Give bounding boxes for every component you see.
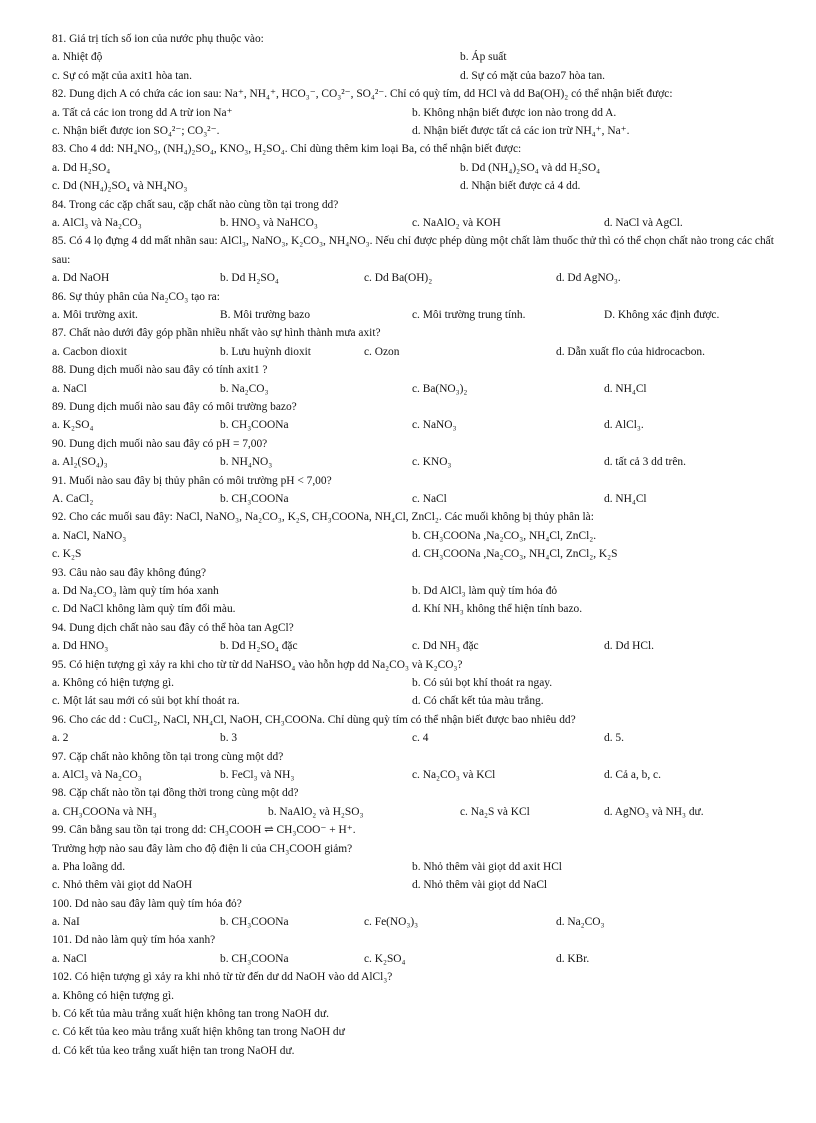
answer-option: d. CH₃COONa ,Na₂CO₃, NH₄Cl, ZnCl₂, K₂S bbox=[412, 548, 618, 561]
answer-option: c. NaAlO₂ và KOH bbox=[412, 216, 501, 229]
answer-row bbox=[52, 803, 792, 821]
answer-option: a. Dd Na₂CO₃ làm quỳ tím hóa xanh bbox=[52, 584, 219, 597]
question-text: 92. Cho các muối sau đây: NaCl, NaNO₃, Na₂CO₃, K₂S, CH₃COONa, NH₄Cl, ZnCl₂. Các muối không bị thủy phân là: bbox=[52, 511, 594, 524]
answer-option: b. Dd H₂SO₄ đặc bbox=[220, 640, 298, 653]
answer-option: b. CH₃COONa bbox=[220, 492, 289, 505]
answer-option: d. Dd HCl. bbox=[604, 640, 654, 653]
answer-option: a. Dd H₂SO₄ bbox=[52, 161, 111, 174]
answer-row bbox=[52, 950, 792, 968]
answer-row bbox=[52, 306, 792, 324]
question-text: 98. Cặp chất nào tồn tại đồng thời trong cùng một dd? bbox=[52, 787, 299, 800]
answer-option: b. NH₄NO₃ bbox=[220, 456, 273, 469]
answer-option: c. Fe(NO₃)₃ bbox=[364, 916, 419, 929]
answer-option: b. Có sủi bọt khí thoát ra ngay. bbox=[412, 676, 553, 689]
answer-option: d. AlCl₃. bbox=[604, 419, 644, 432]
answer-option: b. CH₃COONa ,Na₂CO₃, NH₄Cl, ZnCl₂. bbox=[412, 529, 597, 542]
question-text: 91. Muối nào sau đây bị thủy phân có môi trường pH < 7,00? bbox=[52, 474, 332, 487]
answer-option: c. NaNO₃ bbox=[412, 419, 457, 432]
answer-option: a. NaCl bbox=[52, 952, 87, 965]
answer-option: d. Có kết tủa keo trắng xuất hiện tan trong NaOH dư. bbox=[52, 1044, 295, 1057]
answer-option: d. Nhỏ thêm vài giọt dd NaCl bbox=[412, 879, 548, 892]
answer-option: a. Cacbon dioxit bbox=[52, 345, 127, 358]
answer-row bbox=[52, 380, 792, 398]
answer-option: b. CH₃COONa bbox=[220, 916, 289, 929]
answer-option: a. Nhiệt độ bbox=[52, 51, 103, 64]
answer-row bbox=[52, 48, 792, 66]
answer-option: d. 5. bbox=[604, 732, 624, 745]
answer-row bbox=[52, 674, 792, 692]
answer-option: c. Sự có mặt của axit1 hòa tan. bbox=[52, 69, 192, 82]
answer-option: d. KBr. bbox=[556, 952, 590, 965]
answer-row bbox=[52, 214, 792, 232]
answer-option: d. NH₄Cl bbox=[604, 382, 647, 395]
answer-row bbox=[52, 527, 792, 545]
answer-option: B. Môi trường bazo bbox=[220, 308, 311, 321]
question-text: 101. Dd nào làm quỳ tím hóa xanh? bbox=[52, 934, 216, 947]
answer-option: a. Không có hiện tượng gì. bbox=[52, 676, 174, 689]
answer-option: b. CH₃COONa bbox=[220, 419, 289, 432]
question-text: 87. Chất nào dưới đây góp phần nhiều nhất vào sự hình thành mưa axit? bbox=[52, 327, 381, 340]
answer-row bbox=[52, 1005, 792, 1023]
answer-row bbox=[52, 177, 792, 195]
answer-row bbox=[52, 729, 792, 747]
question-text: 96. Cho các dd : CuCl₂, NaCl, NH₄Cl, NaOH, CH₃COONa. Chỉ dùng quỳ tím có thể nhận biết được bao nhiêu dd? bbox=[52, 713, 576, 726]
answer-option: b. Na₂CO₃ bbox=[220, 382, 269, 395]
answer-row bbox=[52, 876, 792, 894]
answer-option: c. Có kết tủa keo màu trắng xuất hiện không tan trong NaOH dư bbox=[52, 1026, 345, 1039]
answer-option: b. Dd AlCl₃ làm quỳ tím hóa đỏ bbox=[412, 584, 558, 597]
answer-option: d. Dẫn xuất flo của hidrocacbon. bbox=[556, 345, 705, 358]
answer-option: d. NaCl và AgCl. bbox=[604, 216, 683, 229]
answer-option: c. 4 bbox=[412, 732, 429, 745]
answer-row bbox=[52, 104, 792, 122]
answer-row bbox=[52, 600, 792, 618]
answer-option: a. AlCl₃ và Na₂CO₃ bbox=[52, 768, 142, 781]
answer-option: c. K₂SO₄ bbox=[364, 952, 406, 965]
answer-option: D. Không xác định được. bbox=[604, 308, 720, 321]
answer-row bbox=[52, 987, 792, 1005]
answer-option: c. Dd (NH₄)₂SO₄ và NH₄NO₃ bbox=[52, 180, 188, 193]
answer-option: d. Dd AgNO₃. bbox=[556, 272, 621, 285]
question-text: 90. Dung dịch muối nào sau đây có pH = 7,00? bbox=[52, 437, 268, 450]
answer-row bbox=[52, 692, 792, 710]
question-text: 81. Giá trị tích số ion của nước phụ thuộc vào: bbox=[52, 33, 264, 45]
answer-option: d. Khí NH₃ không thể hiện tính bazo. bbox=[412, 603, 583, 616]
answer-option: a. Al₂(SO₄)₃ bbox=[52, 456, 108, 469]
answer-option: a. Không có hiện tượng gì. bbox=[52, 989, 174, 1002]
answer-row bbox=[52, 122, 792, 140]
answer-option: c. Môi trường trung tính. bbox=[412, 308, 526, 321]
answer-row bbox=[52, 269, 792, 287]
answer-row bbox=[52, 1023, 792, 1041]
question-text: 102. Có hiện tượng gì xảy ra khi nhỏ từ từ đến dư dd NaOH vào dd AlCl₃? bbox=[52, 971, 393, 984]
answer-option: b. Lưu huỳnh dioxit bbox=[220, 345, 311, 358]
answer-row bbox=[52, 637, 792, 655]
answer-option: c. NaCl bbox=[412, 492, 447, 505]
answer-option: d. AgNO₃ và NH₃ dư. bbox=[604, 805, 704, 818]
answer-option: a. Dd NaOH bbox=[52, 272, 110, 285]
answer-option: a. K₂SO₄ bbox=[52, 419, 94, 432]
question-text: 95. Có hiện tượng gì xảy ra khi cho từ từ dd NaHSO₄ vào hỗn hợp dd Na₂CO₃ và K₂CO₃? bbox=[52, 658, 463, 671]
answer-option: b. HNO₃ và NaHCO₃ bbox=[220, 216, 318, 229]
answer-option: b. 3 bbox=[220, 732, 238, 745]
answer-option: A. CaCl₂ bbox=[52, 492, 94, 505]
question-text-continued: Trường hợp nào sau đây làm cho độ điện li của CH₃COOH giảm? bbox=[52, 842, 353, 855]
answer-option: c. Dd NH₃ đặc bbox=[412, 640, 479, 653]
answer-option: d. tất cả 3 dd trên. bbox=[604, 456, 686, 469]
answer-option: d. Có chất kết tủa màu trắng. bbox=[412, 695, 544, 708]
document-body bbox=[52, 30, 792, 1060]
answer-option: b. FeCl₃ và NH₃ bbox=[220, 768, 295, 781]
answer-option: b. Dd H₂SO₄ bbox=[220, 272, 279, 285]
answer-row bbox=[52, 416, 792, 434]
answer-option: c. Ba(NO₃)₂ bbox=[412, 382, 468, 395]
answer-option: b. NaAlO₂ và H₂SO₃ bbox=[268, 805, 364, 818]
question-text: 88. Dung dịch muối nào sau đây có tính axit1 ? bbox=[52, 364, 268, 377]
question-text: 83. Cho 4 dd: NH₄NO₃, (NH₄)₂SO₄, KNO₃, H₂SO₄. Chỉ dùng thêm kim loại Ba, có thể nhận biết được: bbox=[52, 143, 522, 156]
answer-option: a. CH₃COONa và NH₃ bbox=[52, 805, 157, 818]
question-text: 82. Dung dịch A có chứa các ion sau: Na⁺, NH₄⁺, HCO₃⁻, CO₃²⁻, SO₄²⁻. Chỉ có quỳ tím, dd HCl và dd Ba(OH)₂ có thể nhận biết được: bbox=[52, 88, 673, 101]
answer-option: a. Môi trường axit. bbox=[52, 308, 138, 321]
answer-option: b. Nhỏ thêm vài giọt dd axit HCl bbox=[412, 860, 562, 873]
answer-row bbox=[52, 67, 792, 85]
answer-option: a. NaCl, NaNO₃ bbox=[52, 529, 127, 542]
answer-option: c. Na₂CO₃ và KCl bbox=[412, 768, 496, 781]
question-text: 86. Sự thủy phân của Na₂CO₃ tạo ra: bbox=[52, 290, 220, 303]
answer-row bbox=[52, 1042, 792, 1060]
answer-row bbox=[52, 913, 792, 931]
answer-row bbox=[52, 582, 792, 600]
answer-option: b. Có kết tủa màu trắng xuất hiện không tan trong NaOH dư. bbox=[52, 1008, 329, 1021]
answer-option: c. Một lát sau mới có sủi bọt khí thoát ra. bbox=[52, 695, 240, 708]
question-text: 84. Trong các cặp chất sau, cặp chất nào cùng tồn tại trong dd? bbox=[52, 198, 339, 211]
answer-option: d. NH₄Cl bbox=[604, 492, 647, 505]
answer-option: c. Dd Ba(OH)₂ bbox=[364, 272, 433, 285]
answer-option: a. Tất cả các ion trong dd A trừ ion Na⁺ bbox=[52, 106, 233, 119]
answer-option: a. 2 bbox=[52, 732, 69, 745]
answer-option: b. Dd (NH₄)₂SO₄ và dd H₂SO₄ bbox=[460, 161, 601, 174]
question-text: 100. Dd nào sau đây làm quỳ tím hóa đỏ? bbox=[52, 897, 242, 910]
answer-option: d. Nhận biết được cả 4 dd. bbox=[460, 180, 581, 193]
answer-option: a. Pha loãng dd. bbox=[52, 860, 126, 873]
question-text: 94. Dung dịch chất nào sau đây có thể hòa tan AgCl? bbox=[52, 621, 294, 634]
answer-row bbox=[52, 159, 792, 177]
answer-option: a. Dd HNO₃ bbox=[52, 640, 109, 653]
answer-option: c. Na₂S và KCl bbox=[460, 805, 530, 818]
answer-option: c. KNO₃ bbox=[412, 456, 452, 469]
answer-option: d. Nhận biết được tất cả các ion trừ NH₄⁺, Na⁺. bbox=[412, 124, 630, 137]
answer-option: c. Ozon bbox=[364, 345, 400, 358]
answer-option: c. Dd NaCl không làm quỳ tím đổi màu. bbox=[52, 603, 236, 616]
answer-option: c. Nhận biết được ion SO₄²⁻; CO₃²⁻. bbox=[52, 124, 220, 137]
answer-row bbox=[52, 343, 792, 361]
answer-row bbox=[52, 545, 792, 563]
question-text: 99. Cân bằng sau tồn tại trong dd: CH₃COOH ⇌ CH₃COO⁻ + H⁺. bbox=[52, 824, 356, 837]
answer-option: a. NaI bbox=[52, 916, 80, 929]
question-text: 89. Dung dịch muối nào sau đây có môi trường bazo? bbox=[52, 400, 297, 413]
answer-row bbox=[52, 453, 792, 471]
answer-option: b. CH₃COONa bbox=[220, 952, 289, 965]
answer-option: b. Áp suất bbox=[460, 51, 507, 64]
question-text: 93. Câu nào sau đây không đúng? bbox=[52, 566, 207, 579]
question-text: 97. Cặp chất nào không tồn tại trong cùng một dd? bbox=[52, 750, 284, 763]
answer-option: c. K₂S bbox=[52, 548, 82, 561]
answer-row bbox=[52, 766, 792, 784]
question-text: 85. Có 4 lọ đựng 4 dd mất nhãn sau: AlCl₃, NaNO₃, K₂CO₃, NH₄NO₃. Nếu chỉ được phép dùng một chất làm thuốc thử thì có thể chọn chất nào trong các chất sau: bbox=[52, 235, 774, 266]
answer-option: a. AlCl₃ và Na₂CO₃ bbox=[52, 216, 142, 229]
answer-option: b. Không nhận biết được ion nào trong dd A. bbox=[412, 106, 617, 119]
answer-option: d. Cả a, b, c. bbox=[604, 768, 661, 781]
answer-option: d. Sự có mặt của bazo7 hòa tan. bbox=[460, 69, 606, 82]
answer-option: c. Nhỏ thêm vài giọt dd NaOH bbox=[52, 879, 193, 892]
answer-option: d. Na₂CO₃ bbox=[556, 916, 605, 929]
answer-row bbox=[52, 858, 792, 876]
answer-option: a. NaCl bbox=[52, 382, 87, 395]
answer-row bbox=[52, 490, 792, 508]
